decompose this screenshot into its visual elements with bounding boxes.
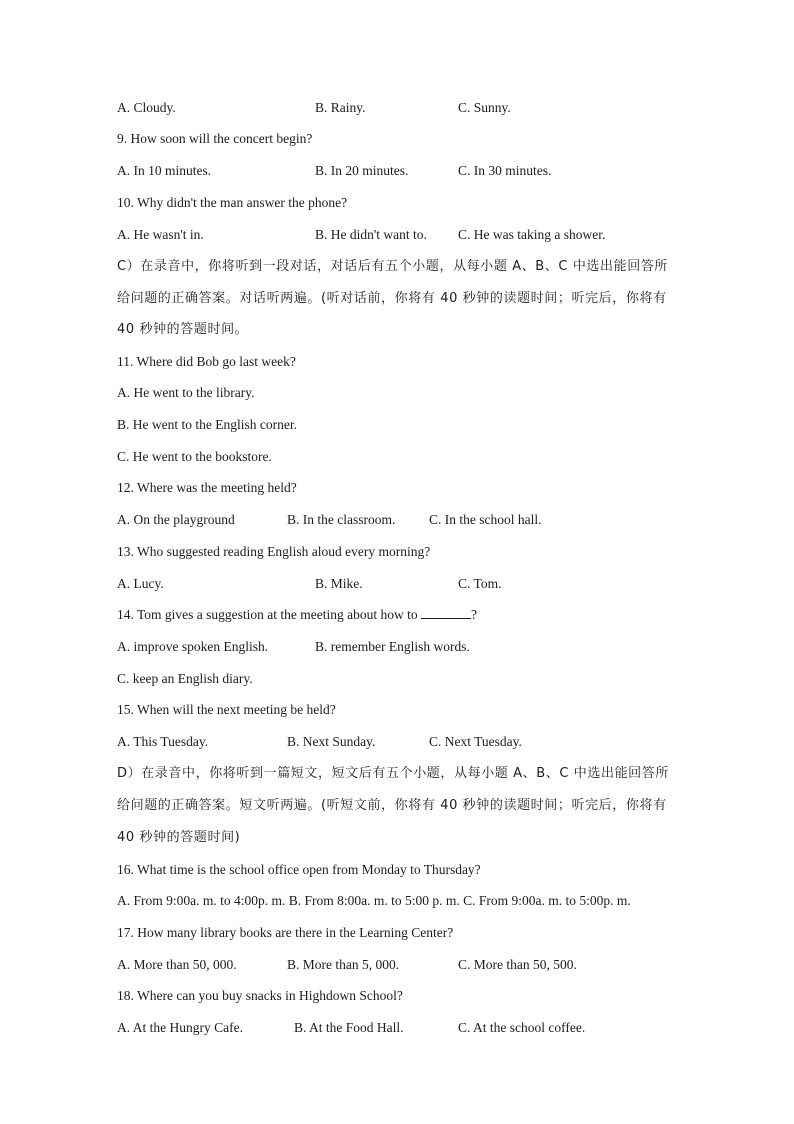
section-d-instruction-line2: 给问题的正确答案。短文听两遍。(听短文前，你将有 40 秒钟的读题时间；听完后，你将有 bbox=[117, 798, 667, 813]
q18-option-a: A. At the Hungry Cafe. bbox=[117, 1020, 243, 1035]
q18-question: 18. Where can you buy snacks in Highdown School? bbox=[117, 988, 403, 1003]
q14-option-b: B. remember English words. bbox=[315, 639, 470, 654]
section-c-instruction-line2: 给问题的正确答案。对话听两遍。(听对话前，你将有 40 秒钟的读题时间；听完后，你将有 bbox=[117, 291, 667, 306]
q14-question-text: 14. Tom gives a suggestion at the meeting about how to bbox=[117, 607, 418, 622]
q11-option-a: A. He went to the library. bbox=[117, 385, 255, 400]
q15-option-b: B. Next Sunday. bbox=[287, 734, 376, 749]
q10-option-b: B. He didn't want to. bbox=[315, 227, 427, 242]
section-d-instruction-line3: 40 秒钟的答题时间) bbox=[117, 830, 241, 845]
q9-option-c: C. In 30 minutes. bbox=[458, 163, 552, 178]
q13-question: 13. Who suggested reading English aloud every morning? bbox=[117, 544, 431, 559]
q17-option-b: B. More than 5, 000. bbox=[287, 957, 400, 972]
q17-option-c: C. More than 50, 500. bbox=[458, 957, 577, 972]
q12-question: 12. Where was the meeting held? bbox=[117, 480, 297, 495]
q11-question: 11. Where did Bob go last week? bbox=[117, 354, 296, 369]
q10-question: 10. Why didn't the man answer the phone? bbox=[117, 195, 348, 210]
q16-question: 16. What time is the school office open from Monday to Thursday? bbox=[117, 862, 481, 877]
q11-option-b: B. He went to the English corner. bbox=[117, 417, 297, 432]
q13-option-b: B. Mike. bbox=[315, 576, 363, 591]
q11-option-c: C. He went to the bookstore. bbox=[117, 449, 272, 464]
q8-option-a: A. Cloudy. bbox=[117, 100, 176, 115]
q8-option-c: C. Sunny. bbox=[458, 100, 511, 115]
q15-option-a: A. This Tuesday. bbox=[117, 734, 209, 749]
q13-option-c: C. Tom. bbox=[458, 576, 502, 591]
q8-option-b: B. Rainy. bbox=[315, 100, 366, 115]
q9-option-a: A. In 10 minutes. bbox=[117, 163, 212, 178]
q10-option-c: C. He was taking a shower. bbox=[458, 227, 606, 242]
q12-option-b: B. In the classroom. bbox=[287, 512, 396, 527]
q12-option-a: A. On the playground bbox=[117, 512, 235, 527]
q18-option-c: C. At the school coffee. bbox=[458, 1020, 586, 1035]
answer-blank bbox=[421, 606, 471, 619]
q10-option-a: A. He wasn't in. bbox=[117, 227, 204, 242]
q14-option-c: C. keep an English diary. bbox=[117, 671, 253, 686]
q18-option-b: B. At the Food Hall. bbox=[294, 1020, 404, 1035]
section-d-instruction-line1: D）在录音中，你将听到一篇短文，短文后有五个小题，从每小题 A、B、C 中选出能回答所 bbox=[117, 766, 669, 781]
q9-option-b: B. In 20 minutes. bbox=[315, 163, 409, 178]
q15-question: 15. When will the next meeting be held? bbox=[117, 702, 336, 717]
q15-option-c: C. Next Tuesday. bbox=[429, 734, 522, 749]
q14-option-a: A. improve spoken English. bbox=[117, 639, 269, 654]
q13-option-a: A. Lucy. bbox=[117, 576, 164, 591]
q14-question-mark: ? bbox=[471, 607, 478, 622]
q17-option-a: A. More than 50, 000. bbox=[117, 957, 237, 972]
section-c-instruction-line1: C）在录音中，你将听到一段对话，对话后有五个小题，从每小题 A、B、C 中选出能回答所 bbox=[117, 259, 669, 274]
q17-question: 17. How many library books are there in the Learning Center? bbox=[117, 925, 454, 940]
q12-option-c: C. In the school hall. bbox=[429, 512, 542, 527]
q9-question: 9. How soon will the concert begin? bbox=[117, 131, 313, 146]
section-c-instruction-line3: 40 秒钟的答题时间。 bbox=[117, 322, 249, 337]
q16-options: A. From 9:00a. m. to 4:00p. m. B. From 8:00a. m. to 5:00 p. m. C. From 9:00a. m. to 5:00p. m. bbox=[117, 893, 631, 908]
q14-question bbox=[117, 606, 477, 624]
